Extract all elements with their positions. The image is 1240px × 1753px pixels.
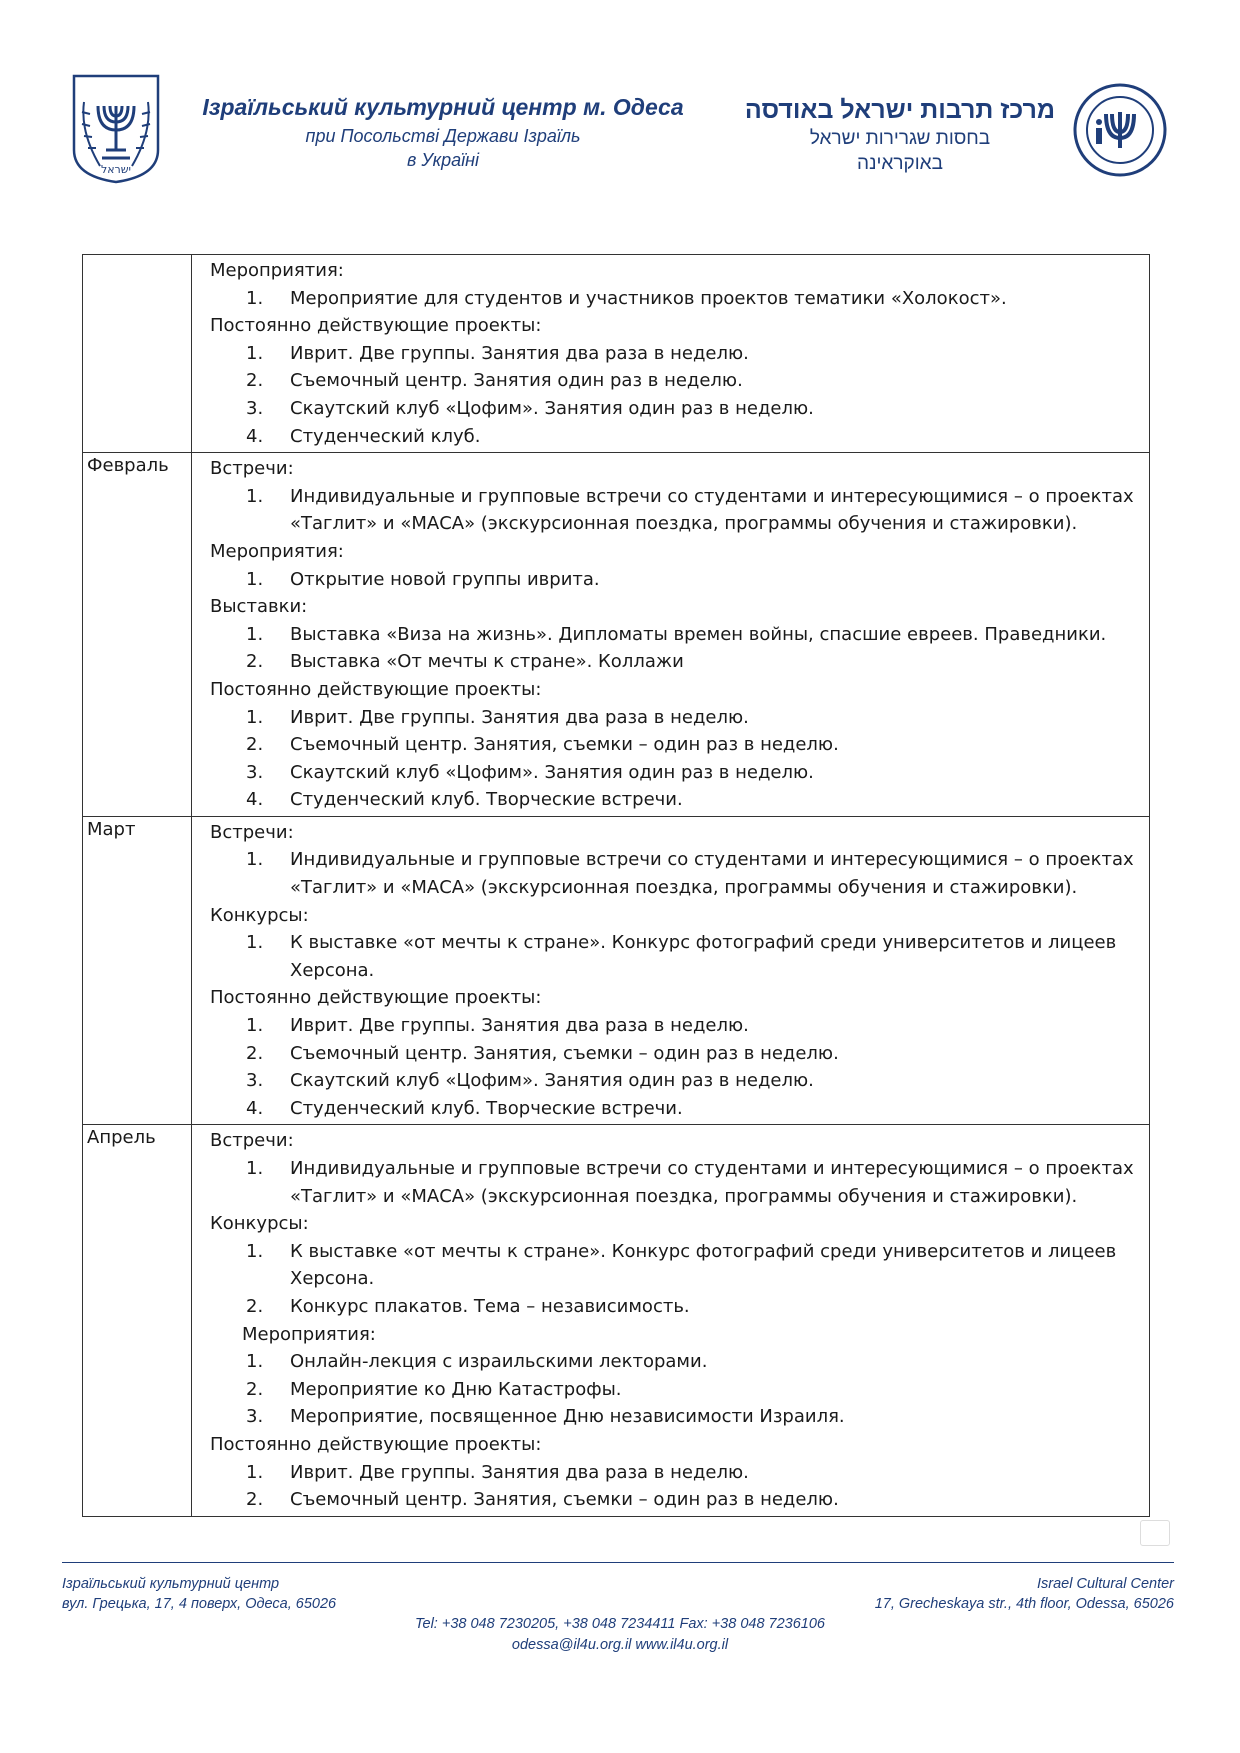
list-item-number: 1. [246, 706, 264, 728]
list-item-text: Конкурс плакатов. Тема – независимость. [290, 1295, 690, 1317]
list-item [198, 1095, 1143, 1123]
section-title: Встречи: [210, 458, 294, 480]
list-item-number: 1. [246, 1240, 264, 1262]
header-he-title: מרכז תרבות ישראל באודסה [744, 96, 1056, 124]
month-cell: Март [83, 816, 192, 1125]
list-item-text: Скаутский клуб «Цофим». Занятия один раз в неделю. [290, 1070, 814, 1092]
footer-right-line2: 17, Grecheskaya str., 4th floor, Odessa, 65026 [874, 1596, 1174, 1612]
list-item-number: 3. [246, 1406, 264, 1428]
month-cell [83, 255, 192, 453]
list-item-text: Мероприятие ко Дню Катастрофы. [290, 1378, 622, 1400]
schedule-row [83, 255, 1150, 453]
list-item-number: 4. [246, 425, 264, 447]
schedule-table [82, 254, 1150, 1517]
list-item [198, 285, 1143, 313]
list-item-number: 1. [246, 1015, 264, 1037]
list-item-text: Съемочный центр. Занятия, съемки – один раз в неделю. [290, 1489, 839, 1511]
list-item-number: 3. [246, 761, 264, 783]
section-title: Встречи: [210, 821, 294, 843]
list-item [198, 1040, 1143, 1068]
list-item-text: Иврит. Две группы. Занятия два раза в неделю. [290, 342, 749, 364]
section-title: Постоянно действующие проекты: [210, 315, 542, 337]
header-he-line3: באוקראינה [857, 153, 943, 174]
footer-left-line1: Ізраїльський культурний центр [62, 1576, 280, 1592]
list-item-number: 2. [246, 651, 264, 673]
schedule-row [83, 1125, 1150, 1516]
list-item-text: Выставка «От мечты к стране». Коллажи [290, 651, 684, 673]
list-item-number: 2. [246, 370, 264, 392]
list-item-text: Индивидуальные и групповые встречи со студентами и интересующимися – о проектах «Таглит» и «МАСА» (экскурсионная поездка, программы обучения и стажировки). [290, 485, 1134, 535]
activities-cell [192, 1125, 1150, 1516]
list-item-number: 4. [246, 1097, 264, 1119]
header-ua-line3: в Україні [406, 150, 480, 170]
header-ua-line2: при Посольстві Держави Ізраїль [305, 126, 581, 146]
list-item-number: 1. [246, 1351, 264, 1373]
israel-emblem-icon [70, 72, 162, 184]
section-title: Постоянно действующие проекты: [210, 1433, 542, 1455]
list-item [198, 1348, 1143, 1376]
list-item [198, 395, 1143, 423]
list-item-text: Мероприятие, посвященное Дню независимости Израиля. [290, 1406, 845, 1428]
section-title: Постоянно действующие проекты: [210, 678, 542, 700]
list-item-text: Скаутский клуб «Цофим». Занятия один раз в неделю. [290, 397, 814, 419]
list-item-text: Съемочный центр. Занятия, съемки – один раз в неделю. [290, 734, 839, 756]
list-item [198, 731, 1143, 759]
section-title: Постоянно действующие проекты: [210, 987, 542, 1009]
list-item-text: К выставке «от мечты к стране». Конкурс фотографий среди университетов и лицеев Херсона. [290, 932, 1117, 981]
list-item-text: Индивидуальные и групповые встречи со студентами и интересующимися – о проектах «Таглит» и «МАСА» (экскурсионная поездка, программы обучения и стажировки). [290, 1158, 1134, 1207]
footer-contacts: Tel: +38 048 7230205, +38 048 7234411 Fax: +38 048 7236106 [415, 1616, 825, 1632]
emblem-label: ישראל [100, 163, 132, 176]
list-item [198, 786, 1143, 814]
section-title: Выставки: [210, 596, 308, 618]
month-cell: Февраль [83, 453, 192, 817]
footer-right-line1: Israel Cultural Center [1037, 1576, 1174, 1592]
list-item-number: 1. [246, 849, 264, 871]
list-item [198, 340, 1143, 368]
list-item-number: 1. [246, 1158, 264, 1179]
activities-cell [192, 816, 1150, 1125]
footer-web: odessa@il4u.org.il www.il4u.org.il [511, 1637, 729, 1653]
list-item-number: 1. [246, 623, 264, 645]
list-item [198, 1376, 1143, 1404]
list-item [198, 621, 1143, 649]
list-item-text: Иврит. Две группы. Занятия два раза в неделю. [290, 706, 749, 728]
list-item-text: Студенческий клуб. Творческие встречи. [290, 789, 683, 811]
list-item [198, 929, 1143, 984]
month-cell: Апрель [83, 1125, 192, 1516]
list-item-number: 3. [246, 397, 264, 419]
list-item-text: Иврит. Две группы. Занятия два раза в неделю. [290, 1461, 749, 1483]
stamp-mark-icon [1140, 1520, 1170, 1546]
list-item-text: Выставка «Виза на жизнь». Дипломаты времен войны, спасшие евреев. Праведники. [290, 623, 1107, 645]
list-item-number: 1. [246, 485, 264, 507]
list-item-number: 1. [246, 1461, 264, 1483]
list-item-text: К выставке «от мечты к стране». Конкурс фотографий среди университетов и лицеев Херсона. [290, 1240, 1117, 1290]
cultural-center-logo-icon [1072, 82, 1168, 178]
section-title: Мероприятия: [210, 260, 344, 281]
list-item-text: Мероприятие для студентов и участников проектов тематики «Холокост». [290, 287, 1007, 309]
list-item-number: 2. [246, 1378, 264, 1400]
list-item [198, 483, 1143, 538]
list-item-number: 1. [246, 342, 264, 364]
list-item [198, 759, 1143, 787]
list-item [198, 566, 1143, 594]
list-item [198, 367, 1143, 395]
list-item [198, 1459, 1143, 1487]
section-title: Конкурсы: [210, 1213, 309, 1235]
activities-cell [192, 453, 1150, 817]
schedule-row [83, 453, 1150, 817]
list-item-number: 1. [246, 287, 264, 309]
list-item-text: Студенческий клуб. Творческие встречи. [290, 1097, 683, 1119]
section-title: Конкурсы: [210, 904, 309, 926]
list-item-number: 2. [246, 1295, 264, 1317]
list-item-number: 2. [246, 1489, 264, 1511]
header-ua-title: Ізраїльський культурний центр м. Одеса [202, 94, 684, 120]
schedule-row [83, 816, 1150, 1125]
list-item-text: Съемочный центр. Занятия, съемки – один раз в неделю. [290, 1042, 839, 1064]
list-item [198, 1403, 1143, 1431]
list-item-number: 2. [246, 1042, 264, 1064]
list-item [198, 846, 1143, 901]
list-item [198, 1012, 1143, 1040]
list-item [198, 704, 1143, 732]
list-item-text: Открытие новой группы иврита. [290, 568, 600, 590]
list-item [198, 1293, 1143, 1321]
activities-cell [192, 255, 1150, 453]
footer-divider [62, 1562, 1174, 1563]
list-item [198, 1067, 1143, 1095]
list-item-text: Студенческий клуб. [290, 425, 481, 447]
list-item [198, 1486, 1143, 1514]
list-item-number: 4. [246, 789, 264, 811]
list-item [198, 648, 1143, 676]
section-title: Мероприятия: [242, 1323, 376, 1345]
section-title: Мероприятия: [210, 540, 344, 562]
list-item-number: 2. [246, 734, 264, 756]
list-item-text: Онлайн-лекция с израильскими лекторами. [290, 1351, 708, 1373]
list-item [198, 1155, 1143, 1210]
section-title: Встречи: [210, 1130, 294, 1152]
list-item-number: 3. [246, 1070, 264, 1092]
list-item-text: Индивидуальные и групповые встречи со студентами и интересующимися – о проектах «Таглит» и «МАСА» (экскурсионная поездка, программы обучения и стажировки). [290, 849, 1134, 899]
footer-left-line2: вул. Грецька, 17, 4 поверх, Одеса, 65026 [62, 1596, 337, 1612]
list-item-text: Скаутский клуб «Цофим». Занятия один раз в неделю. [290, 761, 814, 783]
list-item [198, 423, 1143, 451]
header-he-line2: בחסות שגרירות ישראל [809, 128, 991, 149]
list-item-text: Съемочный центр. Занятия один раз в неделю. [290, 370, 743, 392]
list-item-number: 1. [246, 568, 264, 590]
list-item [198, 1238, 1143, 1293]
list-item-number: 1. [246, 932, 264, 954]
list-item-text: Иврит. Две группы. Занятия два раза в неделю. [290, 1015, 749, 1037]
